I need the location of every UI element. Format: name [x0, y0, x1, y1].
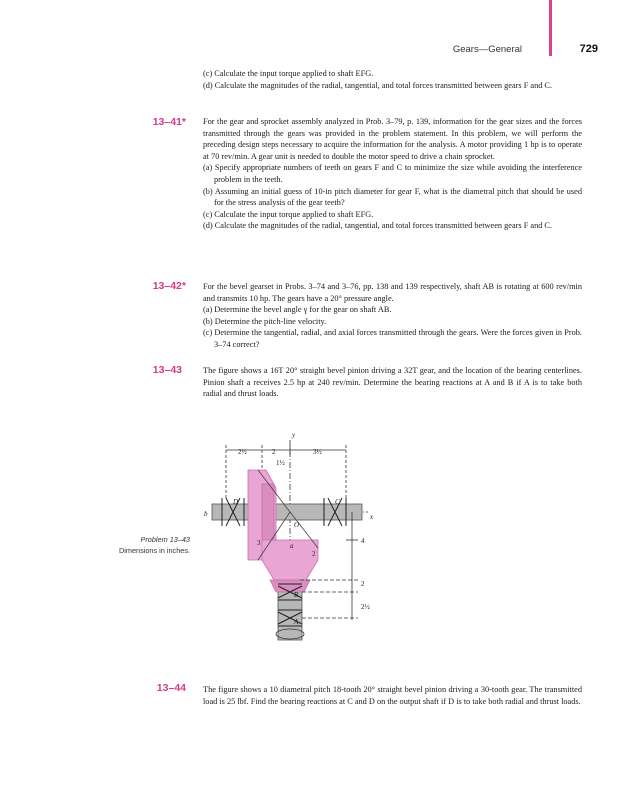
- list-item: (c) Calculate the input torque applied to shaft EFG.: [203, 209, 374, 219]
- list-item: (a) Determine the bevel angle γ for the gear on shaft AB.: [203, 305, 392, 315]
- list-item: (b) Determine the pitch-line velocity.: [203, 316, 327, 326]
- figure-caption-title: Problem 13–43: [140, 535, 190, 544]
- label-b: b: [204, 510, 208, 518]
- problem-intro: The figure shows a 10 diametral pitch 18-tooth 20° straight bevel pinion driving a 30-tooth gear. The transmitted load is 25 lbf. Find the bearing reactions at C and D on the output shaft if D is to take both radial and thrust loads.: [203, 685, 582, 706]
- dim-label: 2½: [238, 448, 247, 456]
- problem-number-13-44: 13–44: [156, 682, 186, 694]
- label-B: B: [294, 591, 299, 599]
- pinion-hub: [270, 580, 310, 592]
- dim-label: 4: [361, 537, 365, 545]
- list-item: (d) Calculate the magnitudes of the radial, tangential, and total forces transmitted between gears F and C.: [203, 221, 553, 231]
- label-D: D: [233, 498, 239, 506]
- problem-intro: For the bevel gearset in Probs. 3–74 and 3–76, pp. 138 and 139 respectively, shaft AB is rotating at 600 rev/min and transmits 10 hp. The gears have a 20° pressure angle.: [203, 282, 582, 303]
- dim-label: 3½: [313, 448, 322, 456]
- label-C: C: [335, 498, 340, 506]
- list-item: (a) Specify appropriate numbers of teeth on gears F and C to minimize the size while avoiding the interference problem in the teeth.: [203, 163, 582, 184]
- dim-label: 2½: [361, 603, 370, 611]
- label-O: O: [294, 521, 300, 529]
- problem-intro: The figure shows a 16T 20° straight bevel pinion driving a 32T gear, and the location of the bearing centerlines. Pinion shaft a receives 2.5 hp at 240 rev/min. Determine the bearing reactions at A and B if A is to take both radial and thrust loads.: [203, 366, 582, 399]
- gear-hub: [262, 484, 274, 542]
- problem-intro: For the gear and sprocket assembly analyzed in Prob. 3–79, p. 139, information for the gear sizes and the forces transmitted through the gears was provided in the problem statement. In this problem, we will perform the preceding design steps necessary to acquire the information for the analysis. A motor providing 1 hp is to operate at 70 rev/min. A gear unit is needed to double the motor speed to drive a chain sprocket.: [203, 117, 582, 161]
- list-item: (c) Calculate the input torque applied to shaft EFG.: [203, 69, 374, 78]
- problem-13-44: [203, 684, 582, 707]
- problem-number-13-41: 13–41*: [152, 116, 186, 128]
- label-x: x: [370, 513, 374, 521]
- list-item: (c) Determine the tangential, radial, and axial forces transmitted through the gears. Were the forces given in Prob. 3–74 correct?: [203, 328, 582, 349]
- dim-label: 2: [312, 550, 316, 558]
- dim-label: 1½: [276, 459, 285, 467]
- list-item: (b) Assuming an initial guess of 10-in pitch diameter for gear F, what is the diametral pitch that should be used for the stress analysis of the gear teeth?: [203, 186, 582, 208]
- dim-label: 3: [257, 539, 261, 547]
- figure-caption-note: Dimensions in inches.: [119, 546, 190, 555]
- problem-number-13-43: 13–43: [152, 364, 182, 376]
- dim-label: 2: [272, 448, 276, 456]
- horizontal-shaft: [212, 504, 362, 520]
- problem-number-13-42: 13–42*: [152, 280, 186, 292]
- section-title: Gears—General: [452, 44, 522, 55]
- label-a: a: [290, 542, 294, 550]
- label-A: A: [294, 618, 299, 626]
- dim-label: 2: [361, 580, 365, 588]
- figure-drawing: [212, 440, 368, 640]
- list-item: (d) Calculate the magnitudes of the radial, tangential, and total forces transmitted between gears F and C.: [203, 80, 553, 90]
- page-number: 729: [579, 43, 598, 55]
- label-y: y: [292, 431, 296, 439]
